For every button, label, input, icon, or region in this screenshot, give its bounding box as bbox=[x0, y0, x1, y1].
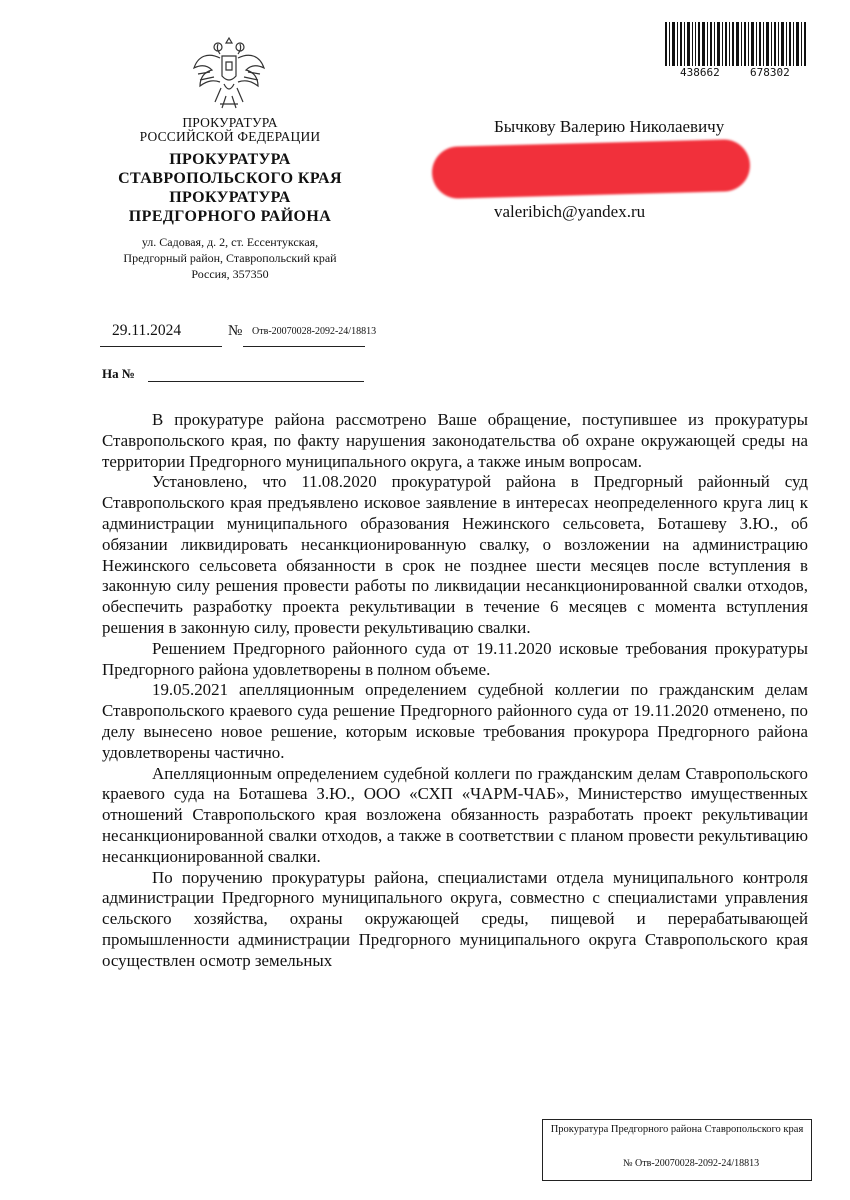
stamp-number-sign: № bbox=[623, 1158, 633, 1169]
russian-coat-of-arms-icon bbox=[190, 34, 268, 112]
org-bold-line-3: ПРОКУРАТУРА bbox=[169, 189, 291, 206]
paragraph-1: В прокуратуре района рассмотрено Ваше обращение, поступившее из прокуратуры Ставропольского края, по факту нарушения законодательства об охране окружающей среды на территории Предгорного муниципального округа, а также иным вопросам. bbox=[102, 410, 808, 471]
number-underline bbox=[243, 346, 365, 347]
stamp-number bbox=[623, 1158, 759, 1169]
org-bold-line-2: СТАВРОПОЛЬСКОГО КРАЯ bbox=[118, 170, 342, 187]
barcode-number-left: 438662 bbox=[680, 66, 720, 79]
date-underline bbox=[100, 346, 222, 347]
paragraph-4: 19.05.2021 апелляционным определением судебной коллегии по гражданским делам Ставропольского краевого суда решение Предгорного районного суда от 19.11.2020 отменено, по делу вынесено новое решение, которым исковые требования прокурора Предгорного района удовлетворены частично. bbox=[102, 680, 808, 762]
reply-to-underline bbox=[148, 381, 364, 382]
reply-to-label: На № bbox=[102, 366, 135, 381]
address-line-3: Россия, 357350 bbox=[191, 267, 269, 281]
recipient-email: valeribich@yandex.ru bbox=[494, 202, 646, 221]
barcode bbox=[665, 22, 807, 72]
stamp-number-value: Отв-20070028-2092-24/18813 bbox=[635, 1158, 760, 1169]
paragraph-6: По поручению прокуратуры района, специалистами отдела муниципального контроля администрации Предгорного муниципального округа, совместно с специалистами управления сельского хозяйства, охраны окружающей среды, пищевой и перерабатывающей промышленности администрации Предгорного муниципального округа Ставропольского края осуществлен осмотр земельных bbox=[102, 867, 808, 970]
letter-body bbox=[102, 410, 808, 972]
recipient-name: Бычкову Валерию Николаевичу bbox=[494, 117, 725, 136]
paragraph-3: Решением Предгорного районного суда от 19.11.2020 исковые требования прокуратуры Предгорного района удовлетворены в полном объеме. bbox=[102, 638, 808, 679]
number-sign: № bbox=[228, 323, 243, 339]
document-date: 29.11.2024 bbox=[112, 322, 182, 339]
registration-stamp bbox=[542, 1119, 812, 1181]
registration-number: Отв-20070028-2092-24/18813 bbox=[252, 326, 377, 337]
paragraph-5: Апелляционным определением судебной коллеги по гражданским делам Ставропольского краевого суда на Боташева З.Ю., ООО «СХП «ЧАРМ-ЧАБ», Министерство имущественных отношений Ставропольского края возложена обязанность разработать проект рекультивации несанкционированной свалки отходов, а также в соответствии с планом провести рекультивацию несанкционированной свалки. bbox=[102, 763, 808, 866]
org-line-2: РОССИЙСКОЙ ФЕДЕРАЦИИ bbox=[139, 129, 321, 144]
stamp-title: Прокуратура Предгорного района Ставропольского края bbox=[550, 1124, 804, 1135]
org-line-1: ПРОКУРАТУРА bbox=[182, 115, 278, 130]
paragraph-2: Установлено, что 11.08.2020 прокуратурой района в Предгорный районный суд Ставропольского края предъявлено исковое заявление в интересах неопределенного круга лиц к администрации муниципального образования Нежинского сельсовета, Боташеву З.Ю., об обязании ликвидировать несанкционированную свалку, о возложении на администрацию Нежинского сельсовета обязанности в срок не позднее шести месяцев после вступления в законную силу решения провести работы по ликвидации несанкционированной свалки отходов, обеспечить разработку проекта рекультивации в течение 6 месяцев с момента вступления решения в законную силу, провести рекультивацию свалки. bbox=[102, 472, 808, 637]
address-line-1: ул. Садовая, д. 2, ст. Ессентукская, bbox=[141, 235, 319, 249]
org-bold-line-4: ПРЕДГОРНОГО РАЙОНА bbox=[128, 208, 332, 225]
barcode-number-right: 678302 bbox=[750, 66, 790, 79]
org-bold-line-1: ПРОКУРАТУРА bbox=[169, 151, 291, 168]
redaction-mark bbox=[431, 139, 750, 199]
address-line-2: Предгорный район, Ставропольский край bbox=[123, 251, 337, 265]
